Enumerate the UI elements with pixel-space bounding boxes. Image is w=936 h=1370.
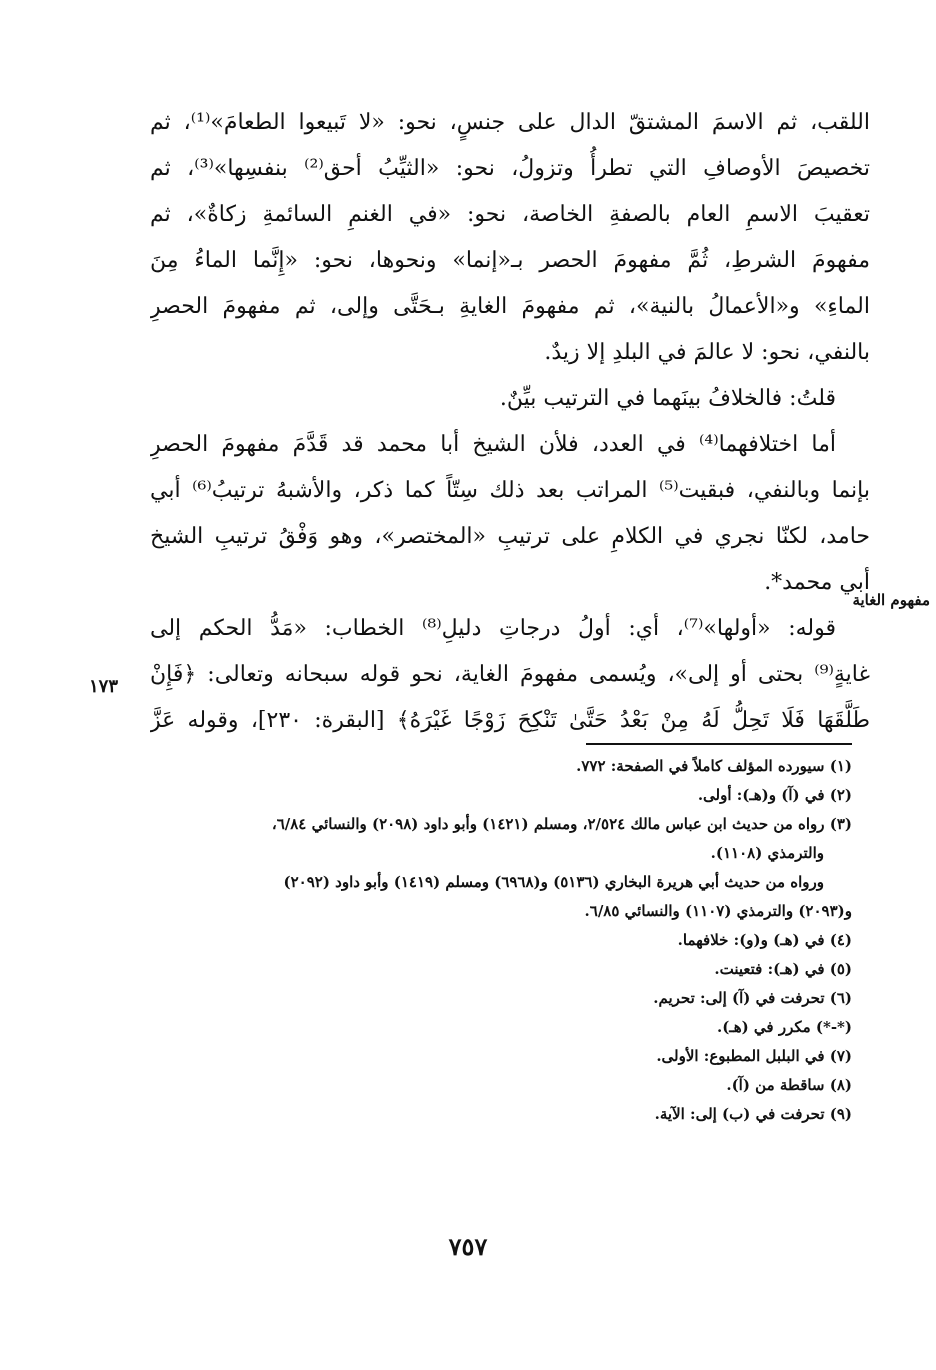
quran-verse-line: طَلَّقَهَا فَلَا تَحِلُّ لَهُ مِنْ بَعْدُ حَتَّىٰ تَنْكِحَ زَوْجًا غَيْرَهُ﴾ [البقرة: ٢٣٠]، وقوله عَزَّ: [150, 708, 870, 733]
footnote: (٦) تحرفت في (آ) إلى: تحريم.: [653, 989, 852, 1007]
text-line: مفهومَ الشرطِ، ثُمَّ مفهومَ الحصر بـ«إنما» ونحوها، نحو: «إِنَّما الماءُ مِنَ: [150, 248, 870, 273]
qultu-line: قلتُ: فالخلافُ بينَهما في الترتيب بيِّنٌ.: [499, 386, 836, 411]
footnote: (*-*) مكرر في (هـ).: [716, 1018, 852, 1036]
footnote: (٢) في (آ) و(هـ): أولى.: [697, 786, 852, 804]
footnote: و(٢٠٩٣) والترمذي (١١٠٧) والنسائي ٦/٨٥.: [584, 902, 852, 920]
footnote: (٩) تحرفت في (ب) إلى: الآية.: [654, 1105, 852, 1123]
footnote: والترمذي (١١٠٨).: [710, 844, 824, 862]
footnotes: [150, 752, 852, 1129]
footnote: (٥) في (هـ): فتعينت.: [714, 960, 852, 978]
page-number: ٧٥٧: [448, 1232, 488, 1261]
footnote: (١) سيورده المؤلف كاملاً في الصفحة: ٧٧٢.: [576, 757, 852, 775]
footnote: (٧) في البلبل المطبوع: الأولى.: [656, 1047, 852, 1065]
text-line: غايةٍ⁽⁹⁾ بحتى أو إلى»، ويُسمى مفهومَ الغاية، نحو قوله سبحانه وتعالى: ﴿فَإِنْ: [150, 662, 870, 687]
margin-page-reference: ١٧٣: [88, 676, 118, 697]
text-line: بالنفي، نحو: لا عالمَ في البلدِ إلا زيدٌ.: [544, 340, 870, 365]
footnote: ورواه من حديث أبي هريرة البخاري (٥١٣٦) و(٦٩٦٨) ومسلم (١٤١٩) وأبو داود (٢٠٩٢): [283, 873, 824, 891]
footnote: (٤) في (هـ) و(و): خلافهما.: [677, 931, 852, 949]
text-line: قوله: «أولها»⁽⁷⁾، أي: أولُ درجاتِ دليلِ⁽⁸⁾ الخطاب: «مَدُّ الحكم إلى: [150, 616, 836, 641]
footnote-separator: [586, 743, 852, 745]
footnote: (٣) رواه من حديث ابن عباس مالك ٢/٥٢٤، ومسلم (١٤٢١) وأبو داود (٢٠٩٨) والنسائي ٦/٨٤،: [271, 815, 852, 833]
text-line: اللقب، ثم الاسمَ المشتقّ الدال على جنسٍ، نحو: «لا تَبيعوا الطعامَ»⁽¹⁾، ثم: [150, 110, 870, 135]
text-line: تخصيصَ الأوصافِ التي تطرأُ وتزولُ، نحو: «الثيِّبُ أحق⁽²⁾ بنفسِها»⁽³⁾، ثم: [150, 156, 870, 181]
margin-note: مفهوم الغاية: [852, 591, 930, 609]
text-line: أما اختلافهما⁽⁴⁾ في العدد، فلأن الشيخ أبا محمد قد قَدَّمَ مفهومَ الحصرِ: [150, 432, 836, 457]
text-line: الماءِ» و«الأعمالُ بالنية»، ثم مفهومَ الغايةِ بـحَتَّى وإلى، ثم مفهومَ الحصرِ: [150, 294, 870, 319]
text-line: تعقيبَ الاسمِ العام بالصفةِ الخاصة، نحو: «في الغنمِ السائمةِ زكاةٌ»، ثم: [150, 202, 870, 227]
text-line: بإنما وبالنفي، فبقيت⁽⁵⁾ المراتب بعد ذلك سِتّاً كما ذكر، والأشبهُ ترتيبُ⁽⁶⁾ أبي: [150, 478, 870, 503]
text-line: أبي محمد*.: [764, 570, 870, 595]
text-line: حامد، لكنّا نجري في الكلامِ على ترتيبِ «المختصر»، وهو وَفْقُ ترتيبِ الشيخ: [150, 524, 870, 549]
main-text: [150, 100, 870, 744]
footnote: (٨) ساقطة من (آ).: [726, 1076, 852, 1094]
